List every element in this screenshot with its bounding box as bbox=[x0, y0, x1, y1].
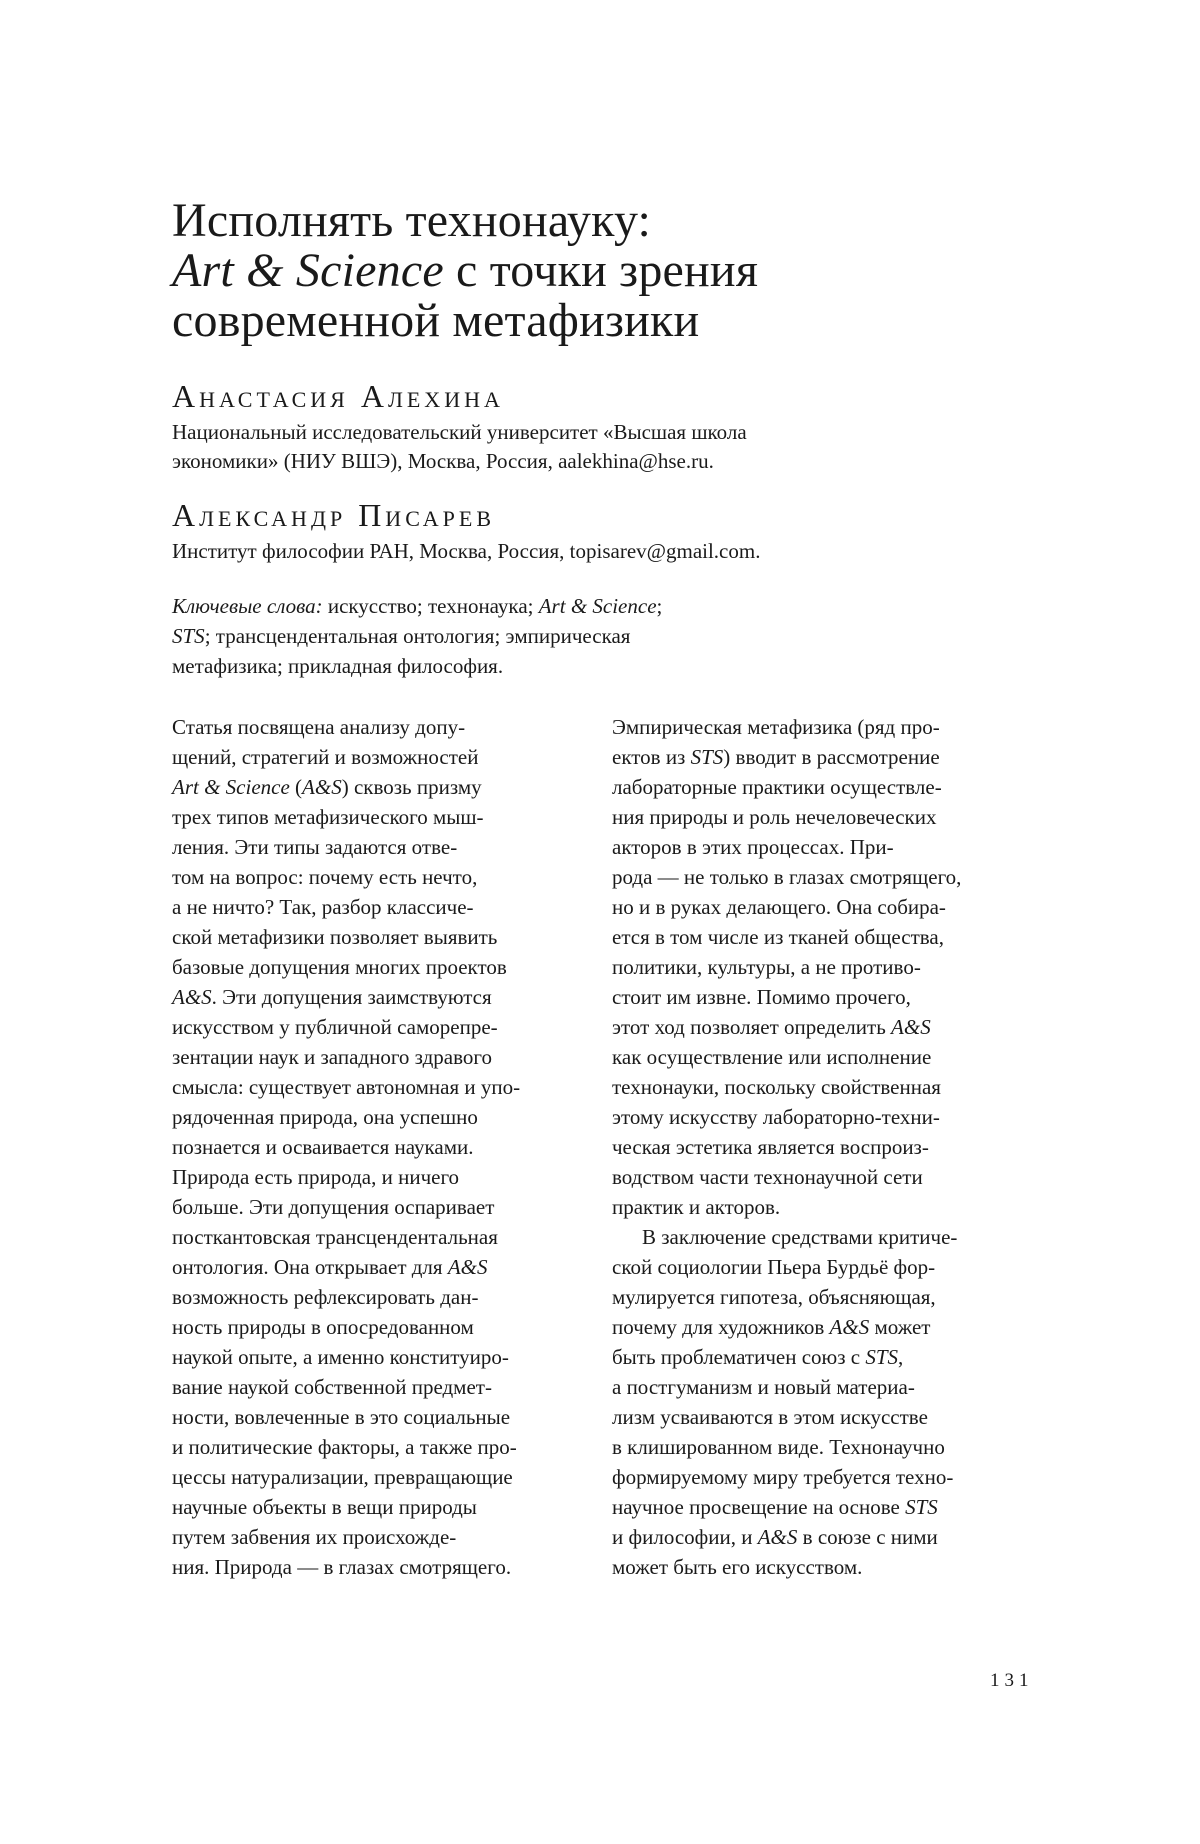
keywords-label: Ключевые слова: bbox=[172, 594, 323, 618]
abstract-text: ческая эстетика является воспроиз- bbox=[612, 1135, 929, 1159]
abstract-text: смысла: существует автономная и упо- bbox=[172, 1075, 521, 1099]
abstract-line bbox=[612, 772, 1032, 802]
abstract-text: базовые допущения многих проектов bbox=[172, 955, 507, 979]
abstract-right-column bbox=[612, 712, 1032, 1582]
title-line-2-rest: с точки зрения bbox=[443, 244, 759, 297]
abstract-line bbox=[172, 772, 592, 802]
abstract-line bbox=[172, 1162, 592, 1192]
abstract-line bbox=[172, 802, 592, 832]
abstract-line bbox=[172, 1462, 592, 1492]
abstract-line bbox=[612, 1552, 1032, 1582]
abstract-text: и философии, и bbox=[612, 1525, 758, 1549]
author-block-2 bbox=[172, 497, 1072, 566]
abstract-text: ( bbox=[289, 775, 303, 799]
abstract-line bbox=[612, 1282, 1032, 1312]
abstract-text: лабораторные практики осуществле- bbox=[612, 775, 942, 799]
abstract-italic-term: A&S bbox=[891, 1015, 931, 1039]
abstract-line bbox=[612, 1192, 1032, 1222]
keywords-line-2 bbox=[172, 621, 872, 651]
abstract-text: может bbox=[869, 1315, 931, 1339]
abstract-line bbox=[612, 1432, 1032, 1462]
abstract-line bbox=[612, 1342, 1032, 1372]
abstract-text: практик и акторов. bbox=[612, 1195, 781, 1219]
abstract-text: этот ход позволяет определить bbox=[612, 1015, 892, 1039]
abstract-text: наукой опыте, а именно конституиро- bbox=[172, 1345, 509, 1369]
abstract-line bbox=[172, 832, 592, 862]
abstract-line bbox=[612, 1102, 1032, 1132]
abstract-line bbox=[172, 862, 592, 892]
abstract-text: ) сквозь призму bbox=[341, 775, 482, 799]
abstract-line bbox=[612, 1402, 1032, 1432]
abstract-text: рядоченная природа, она успешно bbox=[172, 1105, 478, 1129]
abstract-italic-term: A&S bbox=[302, 775, 342, 799]
abstract-line bbox=[612, 1162, 1032, 1192]
abstract-text: , bbox=[898, 1345, 904, 1369]
abstract-line bbox=[172, 1072, 592, 1102]
abstract-text: в клишированном виде. Технонаучно bbox=[612, 1435, 945, 1459]
abstract-text: а постгуманизм и новый материа- bbox=[612, 1375, 915, 1399]
author-affiliation bbox=[172, 537, 1072, 566]
abstract-line bbox=[172, 982, 592, 1012]
abstract-line bbox=[612, 1492, 1032, 1522]
abstract-line bbox=[612, 832, 1032, 862]
abstract-line bbox=[172, 1372, 592, 1402]
keywords-line-1 bbox=[172, 591, 872, 621]
abstract-line bbox=[172, 1282, 592, 1312]
abstract-line bbox=[612, 1372, 1032, 1402]
abstract-line bbox=[172, 1492, 592, 1522]
abstract-line bbox=[172, 922, 592, 952]
keywords-italic: Art & Science bbox=[538, 594, 657, 618]
abstract-line bbox=[172, 892, 592, 922]
abstract-line bbox=[612, 982, 1032, 1012]
author-block-1 bbox=[172, 378, 1072, 476]
keywords-text: ; bbox=[656, 594, 663, 618]
abstract-line bbox=[612, 1522, 1032, 1552]
abstract-text: мулируется гипотеза, объясняющая, bbox=[612, 1285, 936, 1309]
title-line-3: современной метафизики bbox=[172, 294, 700, 347]
abstract-line bbox=[612, 892, 1032, 922]
abstract-text: вание наукой собственной предмет- bbox=[172, 1375, 492, 1399]
abstract-text: ской метафизики позволяет выявить bbox=[172, 925, 498, 949]
abstract-text: трех типов метафизического мыш- bbox=[172, 805, 484, 829]
abstract-line bbox=[612, 1462, 1032, 1492]
abstract-italic-term: STS bbox=[865, 1345, 899, 1369]
abstract-line bbox=[612, 1222, 1032, 1252]
abstract-text: познается и осваивается науками. bbox=[172, 1135, 474, 1159]
abstract-line bbox=[172, 1342, 592, 1372]
abstract-line bbox=[612, 1312, 1032, 1342]
abstract-text: как осуществление или исполнение bbox=[612, 1045, 932, 1069]
abstract-line bbox=[612, 1252, 1032, 1282]
abstract-line bbox=[172, 1042, 592, 1072]
abstract-text: ектов из bbox=[612, 745, 691, 769]
affiliation-line: экономики» (НИУ ВШЭ), Москва, Россия, aalekhina@hse.ru. bbox=[172, 449, 714, 473]
abstract-text: может быть его искусством. bbox=[612, 1555, 863, 1579]
abstract-text: онтология. Она открывает для bbox=[172, 1255, 448, 1279]
abstract-text: ской социологии Пьера Бурдьё фор- bbox=[612, 1255, 936, 1279]
keywords-text: ; трансцендентальная онтология; эмпирическая bbox=[204, 624, 631, 648]
abstract-text: научные объекты в вещи природы bbox=[172, 1495, 477, 1519]
affiliation-line: Институт философии РАН, Москва, Россия, topisarev@gmail.com. bbox=[172, 539, 761, 563]
keywords-block bbox=[172, 591, 872, 681]
abstract-line bbox=[172, 1552, 592, 1582]
keywords-text: искусство; технонаука; bbox=[322, 594, 539, 618]
abstract-text: и политические факторы, а также про- bbox=[172, 1435, 517, 1459]
abstract-text: посткантовская трансцендентальная bbox=[172, 1225, 498, 1249]
abstract-line bbox=[172, 1252, 592, 1282]
abstract-line bbox=[612, 922, 1032, 952]
abstract-text: акторов в этих процессах. При- bbox=[612, 835, 894, 859]
abstract-text: ния природы и роль нечеловеческих bbox=[612, 805, 937, 829]
abstract-line bbox=[612, 742, 1032, 772]
abstract-text: возможность рефлексировать дан- bbox=[172, 1285, 479, 1309]
author-name: Анастасия Алехина bbox=[172, 378, 504, 414]
title-italic-art-science: Art & Science bbox=[172, 244, 444, 297]
abstract-line bbox=[612, 1072, 1032, 1102]
title-line-1: Исполнять технонауку: bbox=[172, 194, 652, 247]
author-name: Александр Писарев bbox=[172, 497, 496, 533]
page-number: 131 bbox=[990, 1670, 1034, 1691]
abstract-italic-term: A&S bbox=[829, 1315, 870, 1339]
abstract-text: ется в том числе из тканей общества, bbox=[612, 925, 944, 949]
abstract-text: лизм усваиваются в этом искусстве bbox=[612, 1405, 928, 1429]
abstract-text: В заключение средствами критиче- bbox=[642, 1225, 958, 1249]
abstract-line bbox=[172, 952, 592, 982]
abstract-text: ность природы в опосредованном bbox=[172, 1315, 474, 1339]
article-title bbox=[172, 196, 1072, 346]
abstract-text: водством части технонаучной сети bbox=[612, 1165, 923, 1189]
abstract-italic-term: A&S bbox=[172, 985, 212, 1009]
abstract-line bbox=[612, 1042, 1032, 1072]
abstract-italic-term: A&S bbox=[757, 1525, 798, 1549]
abstract-italic-term: STS bbox=[690, 745, 724, 769]
abstract-text: путем забвения их происхожде- bbox=[172, 1525, 457, 1549]
abstract-line bbox=[612, 952, 1032, 982]
abstract-text: зентации наук и западного здравого bbox=[172, 1045, 492, 1069]
abstract-text: больше. Эти допущения оспаривает bbox=[172, 1195, 495, 1219]
abstract-text: рода — не только в глазах смотрящего, bbox=[612, 865, 962, 889]
abstract-line bbox=[172, 1132, 592, 1162]
abstract-text: Статья посвящена анализу допу- bbox=[172, 715, 466, 739]
abstract-text: быть проблематичен союз с bbox=[612, 1345, 866, 1369]
abstract-line bbox=[612, 1132, 1032, 1162]
abstract-text: цессы натурализации, превращающие bbox=[172, 1465, 513, 1489]
abstract-line bbox=[612, 802, 1032, 832]
abstract-line bbox=[172, 1012, 592, 1042]
abstract-line bbox=[172, 1402, 592, 1432]
abstract-italic-term: A&S bbox=[447, 1255, 488, 1279]
abstract-line bbox=[172, 1312, 592, 1342]
affiliation-line: Национальный исследовательский университет «Высшая школа bbox=[172, 420, 747, 444]
abstract-text: ности, вовлеченные в это социальные bbox=[172, 1405, 511, 1429]
abstract-line bbox=[172, 1432, 592, 1462]
abstract-text: но и в руках делающего. Она собира- bbox=[612, 895, 946, 919]
abstract-line bbox=[172, 1222, 592, 1252]
abstract-line bbox=[172, 712, 592, 742]
abstract-text: ления. Эти типы задаются отве- bbox=[172, 835, 458, 859]
abstract-text: этому искусству лабораторно-техни- bbox=[612, 1105, 940, 1129]
abstract-line bbox=[172, 1192, 592, 1222]
abstract-text: том на вопрос: почему есть нечто, bbox=[172, 865, 478, 889]
abstract-text: . Эти допущения заимствуются bbox=[211, 985, 492, 1009]
abstract-text: ) вводит в рассмотрение bbox=[723, 745, 940, 769]
abstract-text: Природа есть природа, и ничего bbox=[172, 1165, 460, 1189]
abstract-line bbox=[612, 862, 1032, 892]
abstract-text: в союзе с ними bbox=[797, 1525, 938, 1549]
abstract-text: формируемому миру требуется техно- bbox=[612, 1465, 954, 1489]
abstract-text: ния. Природа — в глазах смотрящего. bbox=[172, 1555, 512, 1579]
abstract-line bbox=[612, 712, 1032, 742]
keywords-italic: STS bbox=[172, 624, 205, 648]
abstract-text: а не ничто? Так, разбор классиче- bbox=[172, 895, 474, 919]
abstract-line bbox=[172, 742, 592, 772]
abstract-text: искусством у публичной саморепре- bbox=[172, 1015, 498, 1039]
keywords-line-3: метафизика; прикладная философия. bbox=[172, 654, 504, 678]
abstract-line bbox=[172, 1102, 592, 1132]
abstract-text: почему для художников bbox=[612, 1315, 830, 1339]
author-affiliation bbox=[172, 418, 1072, 476]
abstract-text: политики, культуры, а не противо- bbox=[612, 955, 921, 979]
abstract-text: технонауки, поскольку свойственная bbox=[612, 1075, 941, 1099]
abstract-text: Эмпирическая метафизика (ряд про- bbox=[612, 715, 940, 739]
title-line-2 bbox=[172, 246, 1072, 296]
abstract-line bbox=[612, 1012, 1032, 1042]
abstract-line bbox=[172, 1522, 592, 1552]
abstract-text: научное просвещение на основе bbox=[612, 1495, 906, 1519]
abstract-italic-term: Art & Science bbox=[172, 775, 290, 799]
abstract-text: стоит им извне. Помимо прочего, bbox=[612, 985, 911, 1009]
abstract-text: щений, стратегий и возможностей bbox=[172, 745, 479, 769]
abstract-italic-term: STS bbox=[905, 1495, 938, 1519]
abstract-left-column bbox=[172, 712, 592, 1582]
